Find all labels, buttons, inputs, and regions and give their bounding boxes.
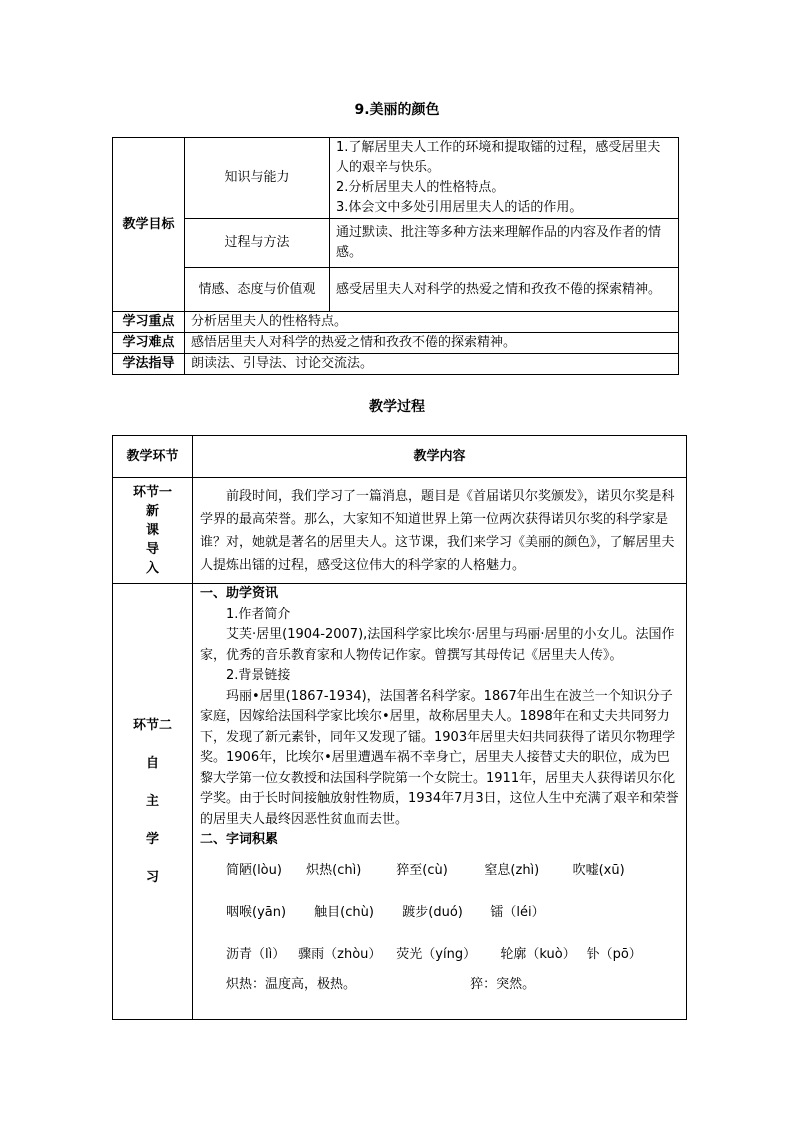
lesson-title: 9.美丽的颜色	[354, 102, 440, 118]
vocab-item: 触目(chù)	[314, 904, 374, 920]
emotion-label: 情感、态度与价值观	[185, 268, 330, 312]
stage2-content	[193, 584, 687, 1020]
stage1-label-line: 导	[145, 542, 159, 557]
difficulty-content: 感悟居里夫人对科学的热爱之情和孜孜不倦的探索精神。	[185, 333, 679, 354]
stage2-label-line: 学	[145, 831, 159, 847]
definition-item: 猝：突然。	[470, 976, 536, 992]
stage-header: 教学环节	[113, 436, 193, 478]
vocab-item: 荧光（yíng）	[396, 946, 477, 962]
knowledge-line: 1.了解居里夫人工作的环境和提取镭的过程，感受居里夫人的艰辛与快乐。	[336, 140, 661, 175]
stage2-label-line: 习	[145, 869, 159, 885]
teaching-goals-label: 教学目标	[113, 138, 185, 312]
vocab-item: 沥青（lì）	[226, 946, 286, 962]
key-point-content: 分析居里夫人的性格特点。	[185, 312, 679, 333]
knowledge-label: 知识与能力	[185, 138, 330, 219]
process-title: 教学过程	[369, 399, 425, 415]
vocab-item: 猝至(cù)	[396, 862, 448, 878]
section-heading: 一、助学资讯	[200, 586, 279, 601]
stage1-label-line: 新	[145, 504, 159, 519]
process-method-label: 过程与方法	[185, 219, 330, 268]
objectives-table	[112, 137, 679, 375]
content-header: 教学内容	[193, 436, 687, 478]
stage2-label-line: 自	[145, 755, 159, 771]
difficulty-label: 学习难点	[113, 333, 185, 354]
stage2-label-line: 主	[145, 793, 159, 809]
stage1-label-line: 环节一	[132, 485, 172, 500]
vocab-item: 简陋(lòu)	[226, 862, 282, 878]
knowledge-line: 3.体会文中多处引用居里夫人的话的作用。	[336, 200, 583, 215]
vocab-row	[200, 861, 679, 893]
vocab-item: 踱步(duó)	[402, 904, 463, 920]
definition-row	[200, 975, 679, 996]
vocab-item: 咽喉(yān)	[226, 904, 287, 920]
method-content: 朗读法、引导法、讨论交流法。	[185, 354, 679, 375]
vocab-row	[200, 945, 679, 969]
section-heading: 二、字词积累	[200, 832, 279, 847]
stage2-label-line: 环节二	[132, 717, 172, 733]
stage1-label	[113, 478, 193, 584]
stage1-label-line: 课	[145, 523, 159, 538]
author-heading: 1.作者简介	[226, 606, 291, 622]
stage1-content: 前段时间，我们学习了一篇消息，题目是《首届诺贝尔奖颁发》，诺贝尔奖是科学界的最高荣誉。那么，大家知不知道世界上第一位两次获得诺贝尔奖的科学家是谁？对，她就是著名的居里夫人。这节课，我们来学习《美丽的颜色》，了解居里夫人提炼出镭的过程，感受这位伟大的科学家的人格魅力。	[193, 478, 687, 584]
emotion-content: 感受居里夫人对科学的热爱之情和孜孜不倦的探索精神。	[330, 268, 679, 312]
method-label: 学法指导	[113, 354, 185, 375]
vocab-item: 轮廓（kuò）	[500, 946, 576, 962]
author-text: 艾芙·居里(1904-2007),法国科学家比埃尔·居里与玛丽·居里的小女儿。法国作家，优秀的音乐教育家和人物传记作家。曾撰写其母传记《居里夫人传》。	[200, 627, 675, 663]
process-table	[112, 435, 687, 1020]
vocab-row	[200, 903, 679, 935]
background-text: 玛丽•居里(1867-1934)，法国著名科学家。1867年出生在波兰一个知识分子家庭，因嫁给法国科学家比埃尔•居里，故称居里夫人。1898年在和丈夫共同努力下，发现了新元素钋，同年又发现了镭。1903年居里夫妇共同获得了诺贝尔物理学奖。1906年，比埃尔•居里遭遇车祸不幸身亡，居里夫人接替丈夫的职位，成为巴黎大学第一位女教授和法国科学院第一个女院士。1911年，居里夫人获得诺贝尔化学奖。由于长时间接触放射性物质，1934年7月3日，这位人生中充满了艰辛和荣誉的居里夫人最终因恶性贫血而去世。	[200, 688, 679, 827]
vocab-item: 钋（pō）	[586, 946, 642, 962]
background-heading: 2.背景链接	[226, 668, 291, 683]
definition-item: 炽热：温度高，极热。	[226, 976, 357, 992]
stage2-label	[113, 584, 193, 1020]
vocab-item: 骤雨（zhòu）	[298, 946, 382, 962]
vocab-item: 吹嘘(xū)	[572, 862, 625, 878]
knowledge-content	[330, 138, 679, 219]
key-point-label: 学习重点	[113, 312, 185, 333]
vocab-item: 炽热(chì)	[306, 862, 362, 878]
knowledge-line: 2.分析居里夫人的性格特点。	[336, 180, 505, 195]
vocab-item: 窒息(zhì)	[484, 862, 540, 878]
process-method-content: 通过默读、批注等多种方法来理解作品的内容及作者的情感。	[330, 219, 679, 268]
vocab-item: 镭（léi）	[490, 904, 545, 920]
stage1-label-line: 入	[145, 561, 159, 576]
